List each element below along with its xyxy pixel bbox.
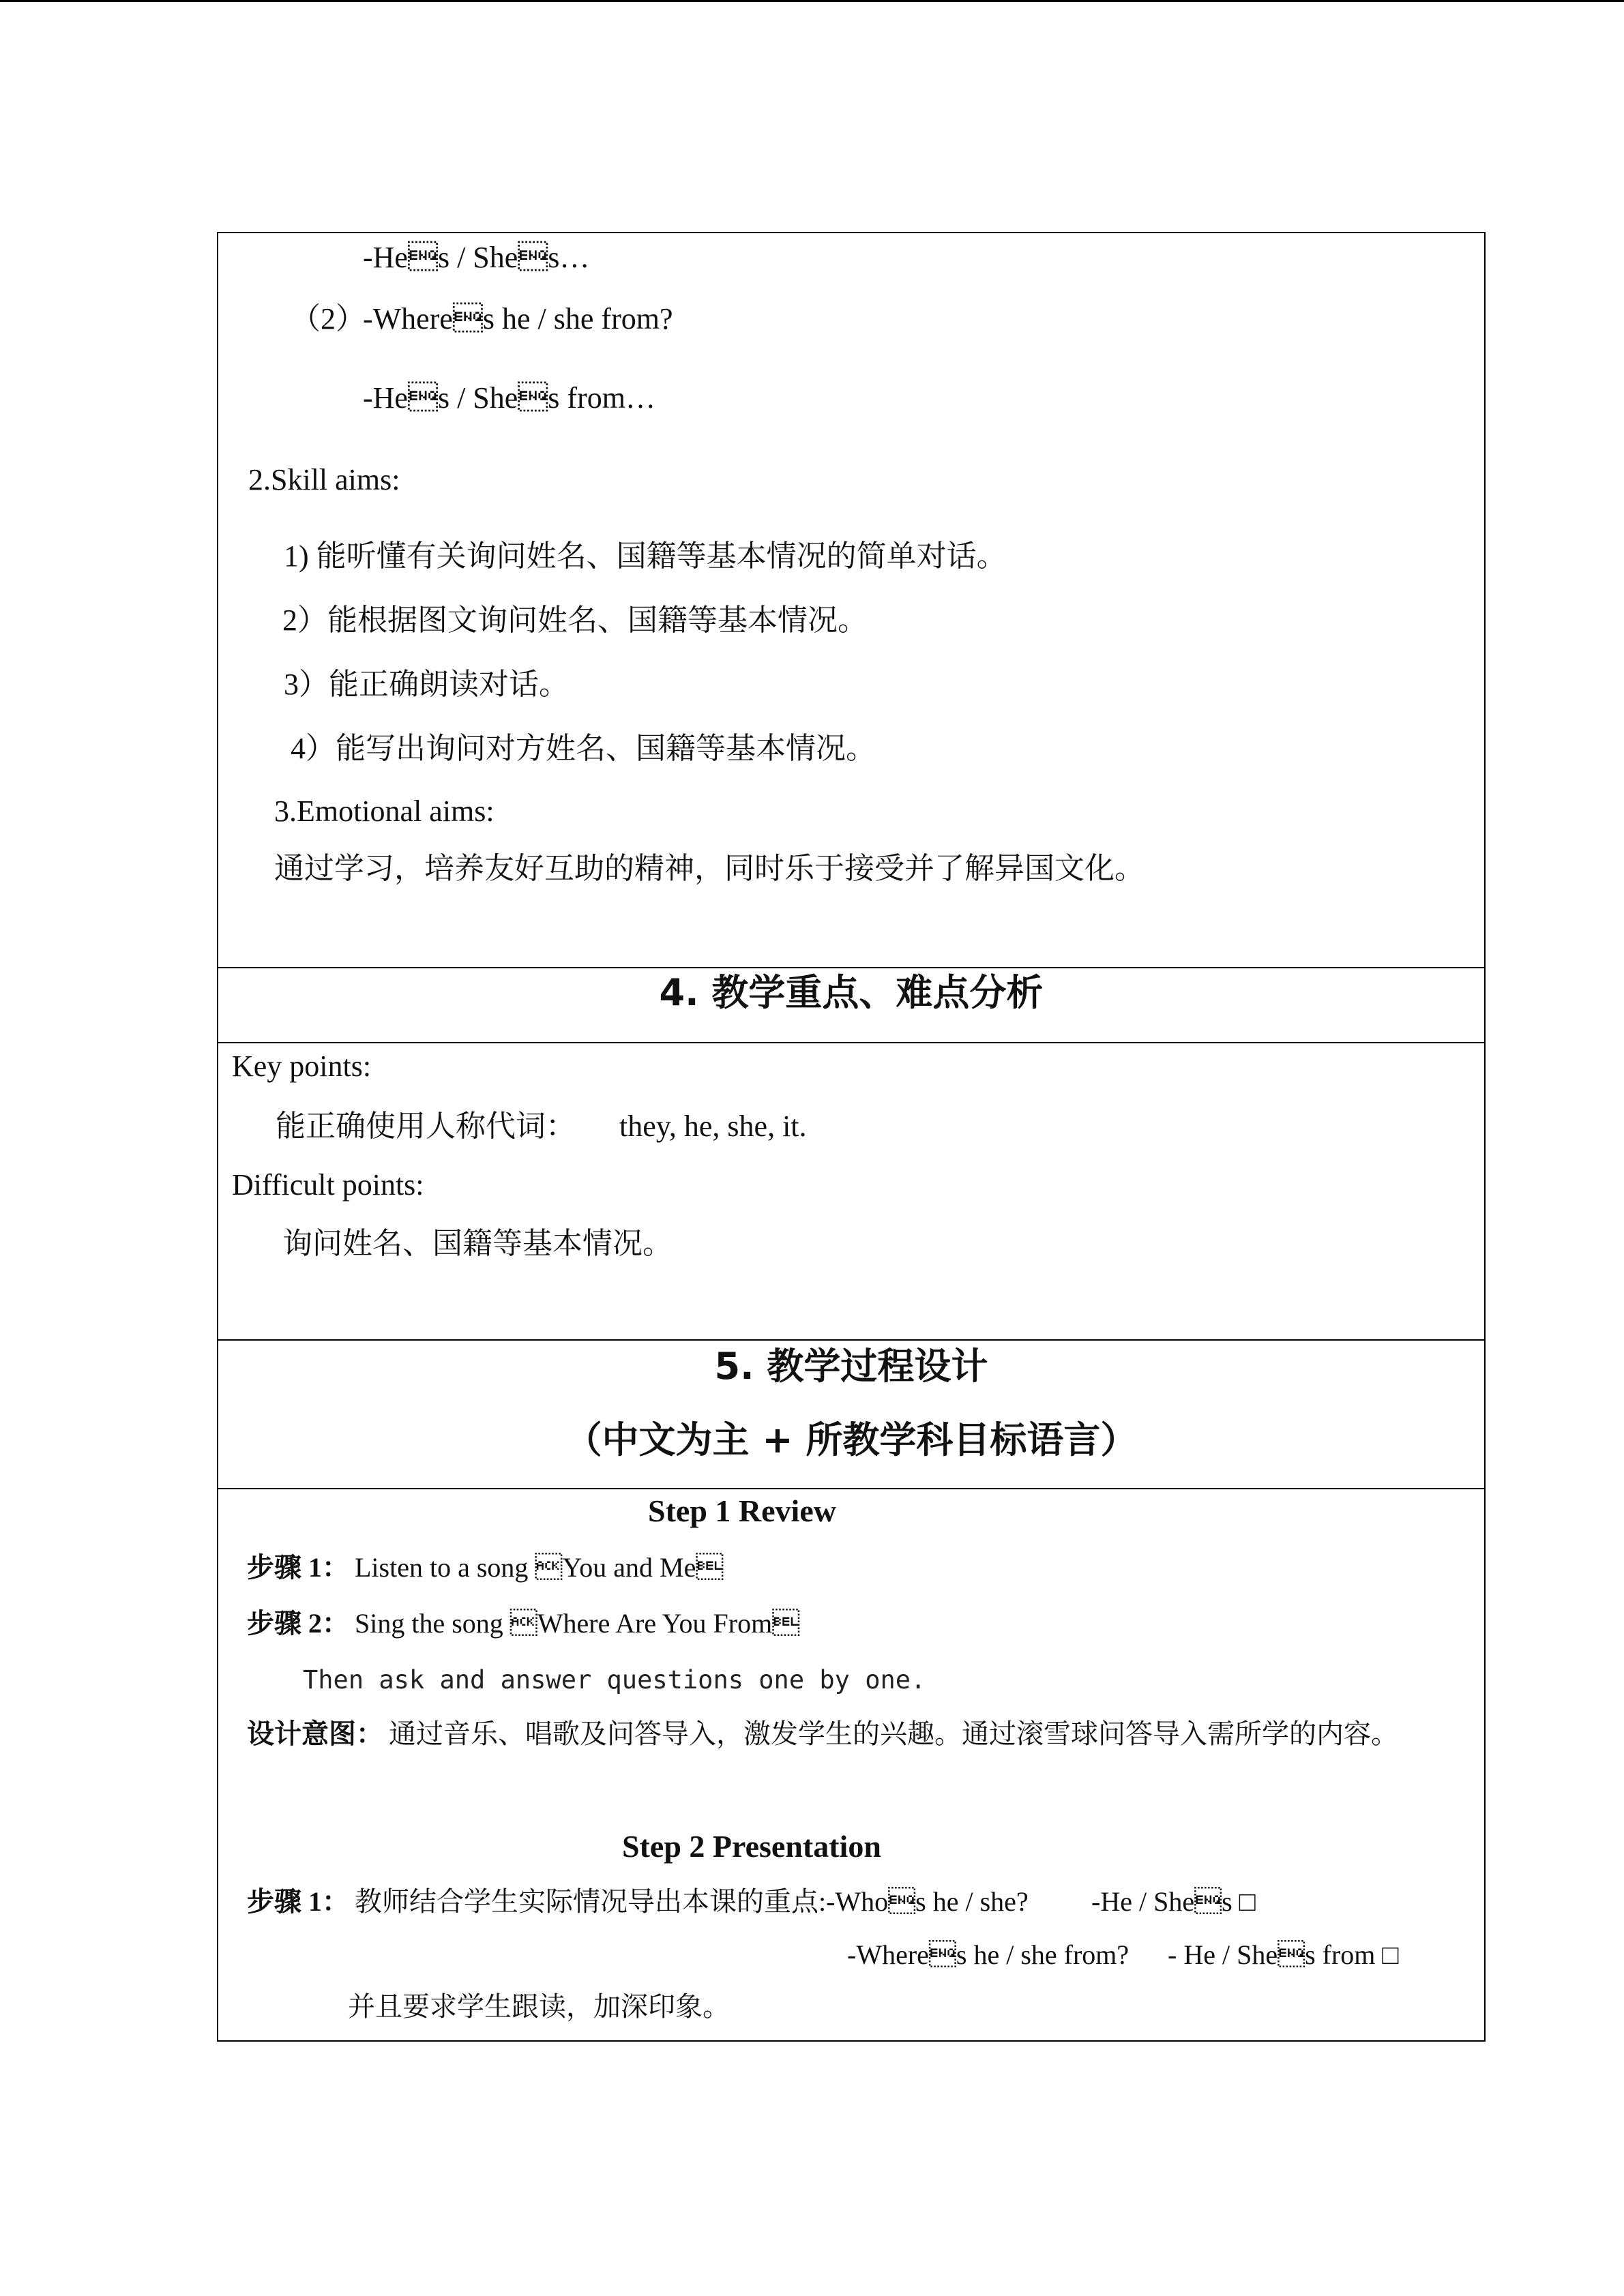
section5-heading: 5. 教学过程设计 — [714, 1345, 988, 1388]
section4-heading: 4. 教学重点、难点分析 — [659, 971, 1044, 1014]
emotional-aims-title: 3.Emotional aims: — [274, 794, 494, 828]
step2-title: Step 2 Presentation — [622, 1829, 881, 1864]
step1-s1-text: Listen to a song You and Me — [355, 1552, 724, 1583]
step2-s1-label: 步骤 1： — [247, 1886, 349, 1917]
difficult-points-text: 询问姓名、国籍等基本情况。 — [282, 1227, 673, 1260]
skill-aim-item-2: 2）能根据图文询问姓名、国籍等基本情况。 — [282, 603, 868, 637]
step1-intent-text: 通过音乐、唱歌及问答导入，激发学生的兴趣。通过滚雪球问答导入需所学的内容。 — [389, 1718, 1398, 1749]
section5-subheading: （中文为主 + 所教学科目标语言） — [565, 1418, 1138, 1461]
he-she-answer-line: -Hes / Shes… — [363, 241, 590, 274]
item2-answer: -Hes / Shes from… — [363, 381, 655, 415]
skill-aim-item-4: 4）能写出询问对方姓名、国籍等基本情况。 — [291, 732, 876, 765]
key-points-text-en: they, he, she, it. — [619, 1109, 807, 1143]
step2-s1-answer2: - He / Shes from □ — [1168, 1939, 1399, 1970]
page-top-border — [0, 0, 1624, 2]
step1-s2-text: Sing the song Where Are You From — [355, 1608, 800, 1639]
step2-s1-question2: -Wheres he / she from? — [847, 1939, 1130, 1970]
item2-question: -Wheres he / she from? — [363, 302, 673, 336]
step2-s1-answer: -He / Shes □ — [1091, 1886, 1256, 1917]
key-points-text-cn: 能正确使用人称代词： — [276, 1109, 576, 1143]
skill-aim-item-1: 1) 能听懂有关询问姓名、国籍等基本情况的简单对话。 — [284, 539, 1007, 573]
divider-section5-top — [218, 1339, 1484, 1341]
step2-s1-text: 教师结合学生实际情况导出本课的重点:-Whos he / she? — [355, 1886, 1029, 1917]
skill-aim-item-3: 3）能正确朗读对话。 — [284, 668, 569, 701]
lesson-plan-table — [217, 232, 1486, 2042]
difficult-points-label: Difficult points: — [232, 1168, 424, 1202]
step1-s1-label: 步骤 1： — [247, 1552, 349, 1583]
divider-section5-content — [218, 1488, 1484, 1489]
emotional-aims-text: 通过学习，培养友好互助的精神，同时乐于接受并了解异国文化。 — [274, 852, 1145, 885]
step1-intent-label: 设计意图： — [247, 1718, 383, 1749]
divider-section4-top — [218, 967, 1484, 968]
divider-section4-content — [218, 1042, 1484, 1043]
step2-follow-text: 并且要求学生跟读，加深印象。 — [348, 1991, 730, 2022]
item2-number: （2） — [291, 302, 366, 336]
key-points-label: Key points: — [232, 1049, 372, 1083]
step1-title: Step 1 Review — [648, 1493, 836, 1528]
skill-aims-title: 2.Skill aims: — [248, 463, 400, 496]
step1-s2-label: 步骤 2： — [247, 1608, 349, 1639]
step1-then-text: Then ask and answer questions one by one. — [303, 1665, 926, 1695]
